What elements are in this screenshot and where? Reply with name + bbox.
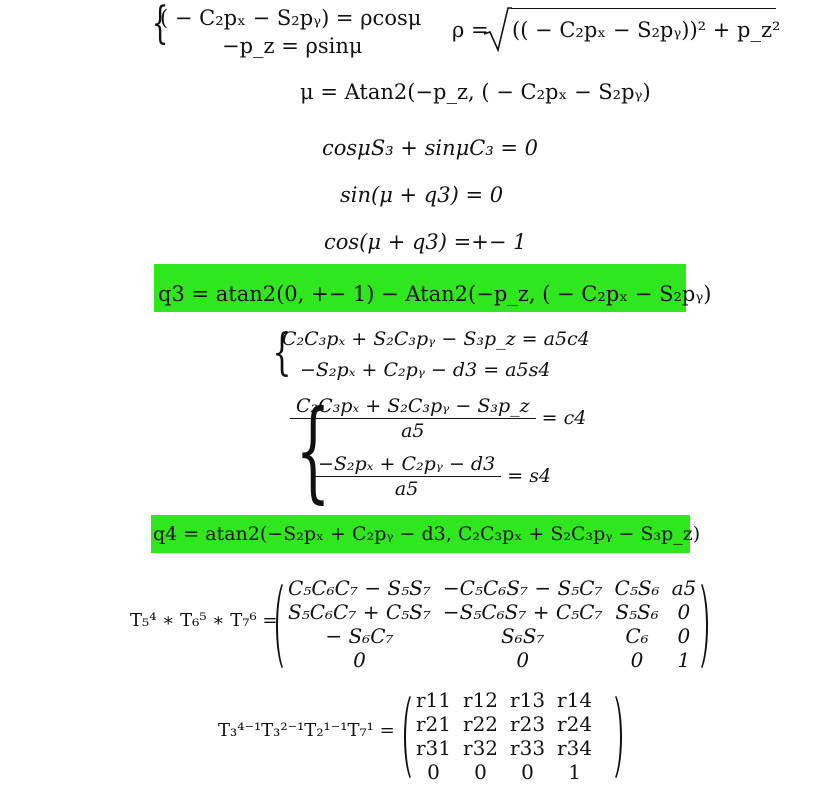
cos-equation: cos(μ + q3) =+− 1 xyxy=(324,230,527,254)
left-brace-3: { xyxy=(295,386,331,514)
mat2-row xyxy=(410,712,598,736)
mat1-cell: S₆S₇ xyxy=(500,624,545,648)
mat2-cell: r14 xyxy=(557,688,593,712)
mat1-cell: 0 xyxy=(677,624,691,648)
rho-lhs: ρ = xyxy=(452,18,489,42)
sin-equation: sin(μ + q3) = 0 xyxy=(340,183,504,207)
rho-rhs: (( − C₂pₓ − S₂pᵧ))² + p_z² xyxy=(512,18,781,42)
eq1-line-a: ( − C₂pₓ − S₂pᵧ) = ρcosμ xyxy=(160,6,422,30)
frac1-rhs: = c4 xyxy=(541,407,587,429)
mat1-cell: 0 xyxy=(677,600,691,624)
frac1-numerator: C₂C₃pₓ + S₂C₃pᵧ − S₃p_z xyxy=(290,397,536,419)
mu-equation: μ = Atan2(−p_z, ( − C₂pₓ − S₂pᵧ) xyxy=(300,80,651,104)
mat2-cell: 0 xyxy=(474,760,487,784)
frac2 xyxy=(312,455,551,499)
mat2-cell: 0 xyxy=(427,760,440,784)
sqrt-sign xyxy=(482,6,512,52)
cos-sum-equation: cosμS₃ + sinμC₃ = 0 xyxy=(322,136,539,160)
mat1-cell: S₅C₆C₇ + C₅S₇ xyxy=(288,600,431,624)
left-brace: { xyxy=(151,0,169,49)
frac1-denominator: a5 xyxy=(401,420,425,442)
mat2-cell: r34 xyxy=(557,736,593,760)
frac1 xyxy=(290,397,586,441)
mat1-row xyxy=(282,600,702,624)
mat2-cell: r33 xyxy=(510,736,546,760)
mat2-lhs: T₃⁴⁻¹T₃²⁻¹T₂¹⁻¹T₇¹ = xyxy=(218,720,395,741)
mat2-right-paren xyxy=(600,690,622,784)
mat2-cell: 0 xyxy=(521,760,534,784)
mat1-cell: −S₅C₆S₇ + C₅C₇ xyxy=(442,600,603,624)
sys2-line2: −S₂pₓ + C₂pᵧ − d3 = a5s4 xyxy=(300,359,551,381)
mat1-row xyxy=(282,648,702,672)
mat1-cell: 0 xyxy=(516,648,530,672)
mat2-cell: r31 xyxy=(416,736,452,760)
left-brace-2: { xyxy=(272,323,292,381)
mat2-row xyxy=(410,760,598,784)
mat1-cell: 1 xyxy=(677,648,691,672)
frac2-rhs: = s4 xyxy=(507,465,552,487)
frac2-denominator: a5 xyxy=(394,478,419,500)
mat1-row xyxy=(282,624,702,648)
mat1-cell: 0 xyxy=(630,648,644,672)
q3-result: q3 = atan2(0, +− 1) − Atan2(−p_z, ( − C₂pₓ − S₂pᵧ) xyxy=(158,282,712,306)
mat1-row xyxy=(282,576,702,600)
mat2-cell: r13 xyxy=(510,688,546,712)
mat1-lhs: T₅⁴ ∗ T₆⁵ ∗ T₇⁶ = xyxy=(130,610,278,631)
mat1-cell: C₅S₆ xyxy=(614,576,660,600)
mat1-grid xyxy=(282,576,702,672)
mat2-cell: r23 xyxy=(510,712,546,736)
q4-result: q4 = atan2(−S₂pₓ + C₂pᵧ − d3, C₂C₃pₓ + S₂C₃pᵧ − S₃p_z) xyxy=(153,523,701,545)
mat1-cell: C₅C₆C₇ − S₅S₇ xyxy=(288,576,431,600)
sys2-line1: C₂C₃pₓ + S₂C₃pᵧ − S₃p_z = a5c4 xyxy=(282,328,590,350)
mat2-row xyxy=(410,688,598,712)
mat1-cell: −C₅C₆S₇ − S₅C₇ xyxy=(442,576,603,600)
mat2-cell: r21 xyxy=(416,712,452,736)
frac2-numerator: −S₂pₓ + C₂pᵧ − d3 xyxy=(312,455,501,477)
eq1-line-b: −p_z = ρsinμ xyxy=(222,34,363,58)
mat1-cell: C₆ xyxy=(625,624,649,648)
mat1-cell: a5 xyxy=(671,576,697,600)
sqrt-overline xyxy=(511,8,776,9)
mat2-cell: 1 xyxy=(568,760,581,784)
mat2-cell: r32 xyxy=(463,736,499,760)
mat2-cell: r11 xyxy=(416,688,452,712)
mat1-cell: S₅S₆ xyxy=(615,600,659,624)
mat2-cell: r12 xyxy=(463,688,499,712)
mat2-grid xyxy=(410,688,598,784)
mat2-row xyxy=(410,736,598,760)
mat1-cell: − S₆C₇ xyxy=(325,624,394,648)
mat1-cell: 0 xyxy=(353,648,366,672)
mat2-cell: r22 xyxy=(463,712,499,736)
mat2-cell: r24 xyxy=(557,712,593,736)
